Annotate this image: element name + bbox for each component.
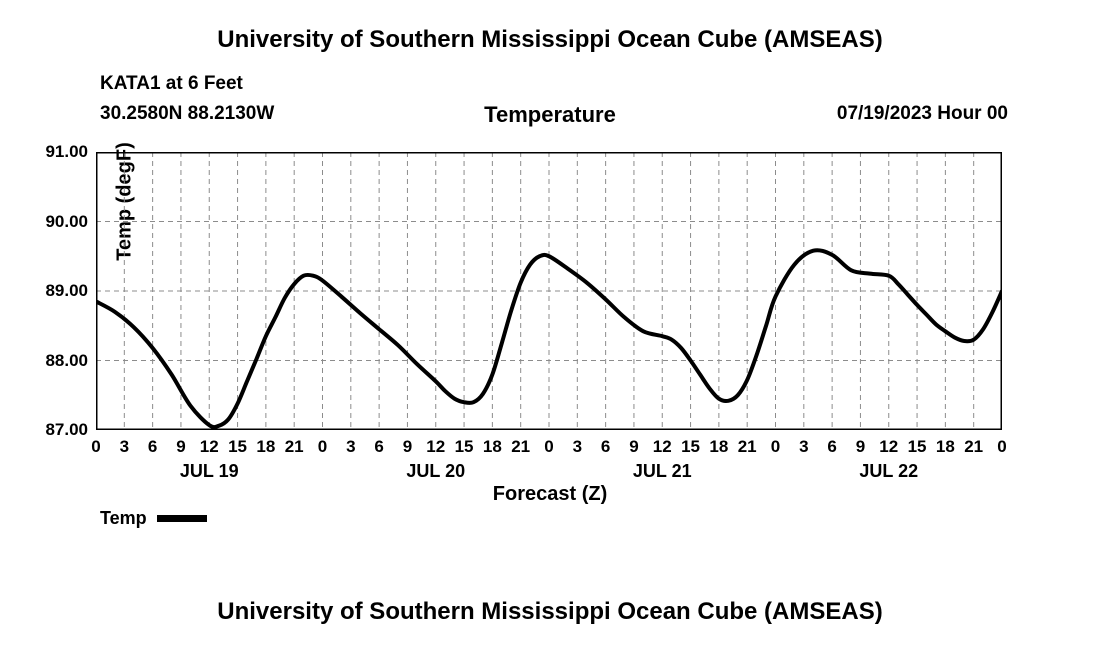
day-label: JUL 21 bbox=[632, 461, 692, 481]
x-tick-label: 9 bbox=[176, 437, 186, 456]
temperature-line-chart bbox=[96, 152, 1002, 430]
x-tick-label: 6 bbox=[827, 437, 837, 456]
chart-legend bbox=[100, 508, 207, 529]
page-title: University of Southern Mississippi Ocean Cube (AMSEAS) bbox=[217, 26, 883, 53]
x-tick-label: 21 bbox=[284, 437, 304, 456]
day-label: JUL 22 bbox=[859, 461, 919, 481]
x-tick-label: 6 bbox=[374, 437, 384, 456]
day-label: JUL 20 bbox=[406, 461, 466, 481]
plot-area bbox=[96, 152, 1002, 430]
x-tick-label: 12 bbox=[426, 437, 446, 456]
x-tick-label: 3 bbox=[572, 437, 583, 456]
coordinates-label: 30.2580N 88.2130W bbox=[100, 103, 275, 124]
x-tick-label: 3 bbox=[119, 437, 130, 456]
x-tick-label: 12 bbox=[199, 437, 219, 456]
series-line-temp bbox=[96, 250, 1002, 427]
x-tick-label: 6 bbox=[600, 437, 611, 456]
forecast-datestamp: 07/19/2023 Hour 00 bbox=[836, 103, 1008, 124]
x-tick-label: 15 bbox=[228, 437, 248, 456]
x-tick-label: 15 bbox=[454, 437, 474, 456]
x-tick-label: 15 bbox=[681, 437, 701, 456]
x-tick-label: 21 bbox=[737, 437, 757, 456]
x-tick-label: 18 bbox=[709, 437, 729, 456]
x-tick-label: 15 bbox=[907, 437, 927, 456]
x-tick-label: 9 bbox=[402, 437, 413, 456]
x-tick-label: 3 bbox=[799, 437, 809, 456]
x-tick-label: 18 bbox=[482, 437, 502, 456]
x-tick-label: 18 bbox=[935, 437, 955, 456]
y-axis-label: Temp (degF) bbox=[113, 142, 136, 261]
day-label: JUL 19 bbox=[179, 461, 239, 481]
x-tick-label: 6 bbox=[147, 437, 158, 456]
y-tick-label: 89.00 bbox=[45, 281, 88, 300]
x-tick-label: 0 bbox=[770, 437, 781, 456]
legend-swatch bbox=[157, 515, 207, 522]
y-tick-label: 88.00 bbox=[45, 350, 88, 370]
y-tick-label: 91.00 bbox=[45, 142, 88, 161]
x-tick-label: 21 bbox=[511, 437, 531, 456]
x-tick-label: 0 bbox=[91, 437, 101, 456]
x-tick-label: 9 bbox=[629, 437, 639, 456]
chart-subtitle: Temperature bbox=[484, 102, 616, 127]
y-tick-label: 87.00 bbox=[45, 420, 88, 439]
footer-title: University of Southern Mississippi Ocean Cube (AMSEAS) bbox=[217, 598, 883, 625]
x-tick-label: 9 bbox=[855, 437, 866, 456]
station-label: KATA1 at 6 Feet bbox=[100, 73, 243, 94]
y-tick-labels bbox=[0, 142, 88, 439]
x-tick-label: 0 bbox=[317, 437, 328, 456]
x-tick-label: 18 bbox=[256, 437, 276, 456]
x-axis-label: Forecast (Z) bbox=[492, 483, 608, 505]
x-tick-label: 21 bbox=[964, 437, 984, 456]
x-tick-label: 3 bbox=[346, 437, 356, 456]
x-tick-label: 12 bbox=[879, 437, 899, 456]
y-tick-label: 90.00 bbox=[45, 211, 88, 231]
x-tick-label: 12 bbox=[652, 437, 672, 456]
x-tick-label: 0 bbox=[544, 437, 554, 456]
x-tick-label: 0 bbox=[997, 437, 1007, 456]
legend-label: Temp bbox=[100, 508, 147, 528]
